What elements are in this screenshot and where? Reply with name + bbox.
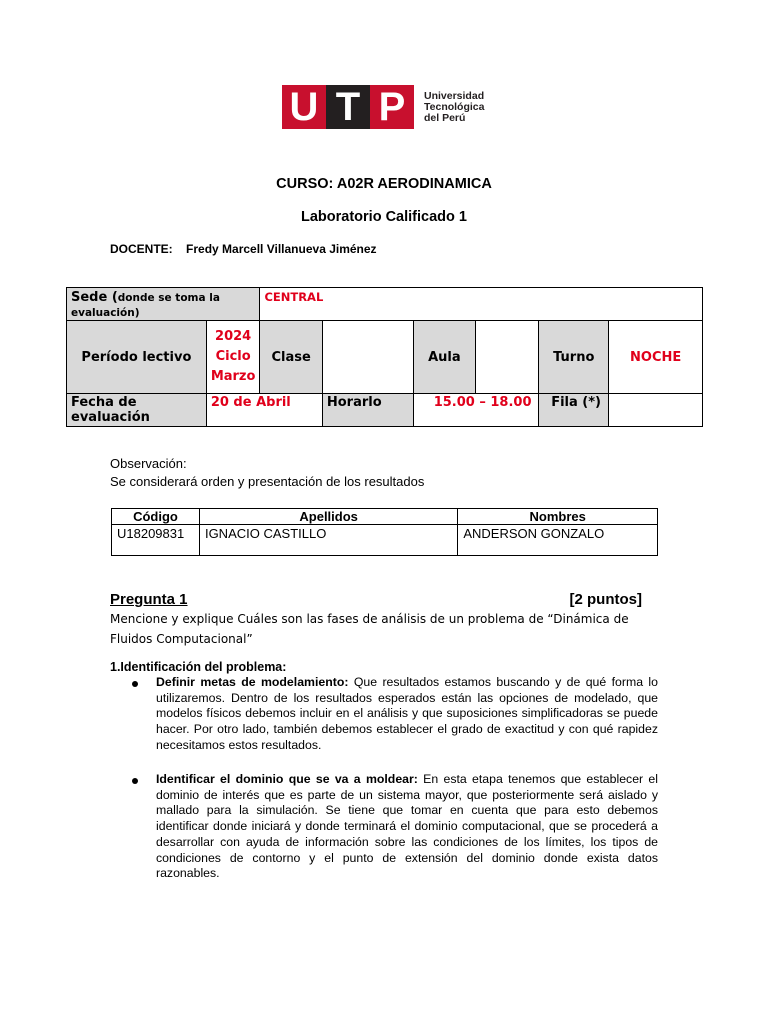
bullet-1-lead: Definir metas de modelamiento: [156, 675, 349, 689]
periodo-label: Período lectivo [67, 321, 207, 394]
fecha-label: Fecha de evaluación [67, 394, 207, 427]
question-title: Pregunta 1 [110, 591, 188, 608]
course-title: CURSO: A02R AERODINAMICA [276, 176, 492, 192]
bullet-dot [132, 681, 138, 687]
student-nombres: ANDERSON GONZALO [458, 525, 658, 556]
fila-label: Fila (*) [539, 394, 609, 427]
header-nombres: Nombres [458, 509, 658, 525]
students-header-row [112, 509, 658, 525]
utp-logo [282, 85, 484, 129]
bullet-1-text: Que resultados estamos buscando y de qué forma lo utilizaremos. Dentro de los resultados esperados están las opciones de modelado, que modelos físicos debemos incluir en el análisis y que suposiciones simplificadoras se puede hacer. Por otro lado, también debemos establecer el grado de exactitud y con qué rapidez necesitamos estos resultados. [156, 675, 658, 752]
sede-label-cell [67, 288, 260, 321]
logo-letter-u: U [289, 85, 319, 129]
turno-value: NOCHE [609, 321, 703, 394]
aula-value [476, 321, 539, 394]
utp-logo-mark [282, 85, 414, 129]
header-apellidos: Apellidos [199, 509, 457, 525]
logo-line-3: del Perú [424, 111, 466, 124]
sede-label: Sede ( [71, 290, 118, 305]
logo-letter-t: T [335, 85, 361, 129]
clase-label: Clase [260, 321, 322, 394]
fila-value [609, 394, 703, 427]
docente-line [110, 242, 377, 256]
question-points: [2 puntos] [569, 591, 642, 608]
aula-label: Aula [413, 321, 475, 394]
bullet-item-2 [156, 772, 658, 882]
sede-note: donde se toma la evaluación) [71, 292, 220, 319]
logo-line-2: Tecnológica [424, 100, 485, 113]
periodo-month: Marzo [210, 369, 256, 384]
logo-line-1: Universidad [424, 89, 485, 102]
fecha-value: 20 de Abril [206, 394, 322, 427]
lab-title: Laboratorio Calificado 1 [301, 209, 467, 225]
periodo-value [206, 321, 260, 394]
header-codigo: Código [112, 509, 200, 525]
clase-value [322, 321, 413, 394]
sede-value: CENTRAL [260, 288, 703, 321]
evaluation-info-table [66, 287, 703, 427]
horario-value: 15.00 – 18.00 [413, 394, 538, 427]
docente-name: Fredy Marcell Villanueva Jiménez [186, 242, 377, 256]
horario-label: Horarlo [322, 394, 413, 427]
periodo-ciclo: Ciclo [215, 349, 251, 364]
utp-logo-wordmark [424, 91, 484, 124]
bullet-2-text: En esta etapa tenemos que establecer el dominio de interés que es parte de un sistema mayor, que posteriormente será aislado y mallado para la simulación. Se tiene que tomar en cuenta que para esto debemos identificar donde iniciará y donde terminará el dominio computacional, que se procederá a desarrollar con ayuda de información sobre las condiciones de los límites, los tipos de condiciones de contorno y el punto de extensión del dominio donde exista datos razonables. [156, 772, 658, 881]
observacion-text: Se considerará orden y presentación de los resultados [110, 474, 425, 489]
bullet-2-lead: Identificar el dominio que se va a moldear: [156, 772, 418, 786]
question-prompt: Mencione y explique Cuáles son las fases de análisis de un problema de “Dinámica de Fluidos Computacional” [110, 612, 629, 646]
observacion-label: Observación: [110, 456, 187, 471]
student-apellidos: IGNACIO CASTILLO [199, 525, 457, 556]
students-table [111, 508, 658, 556]
section-heading: 1.Identificación del problema: [110, 660, 287, 674]
question-header [110, 591, 642, 608]
student-codigo: U18209831 [112, 525, 200, 556]
docente-label: DOCENTE: [110, 242, 173, 256]
turno-label: Turno [539, 321, 609, 394]
periodo-year: 2024 [215, 329, 252, 344]
bullet-item-1 [156, 675, 658, 754]
table-row [112, 525, 658, 556]
logo-letter-p: P [378, 85, 406, 129]
bullet-dot [132, 778, 138, 784]
